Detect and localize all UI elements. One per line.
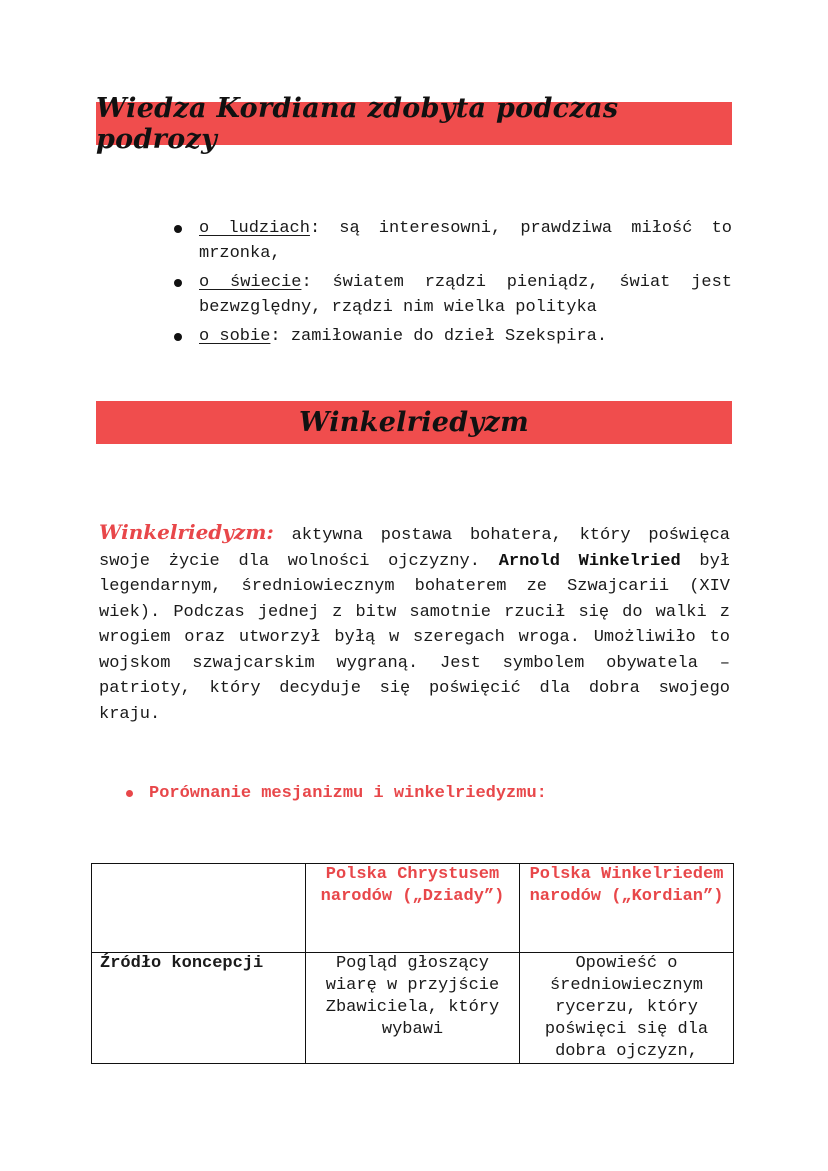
definition-name: Arnold Winkelried	[498, 551, 681, 571]
bullet-icon	[174, 333, 182, 341]
comparison-table	[91, 863, 734, 1064]
table-header-messianism: Polska Chrystusem narodów („Dziady”)	[306, 864, 520, 953]
definition-text-end: był legendarnym, średniowiecznym bohaterem ze Szwajcarii (XIV wiek). Podczas jednej z bitw samotnie rzucił się do walki z wrogiem oraz utworzył byłą w szeregach wroga. Umożliwiło to wojskom szwajcarskim wygraną. Jest symbolem obywatela – patrioty, który decyduje się poświęcić dla dobra swojego kraju.	[99, 551, 731, 724]
table-header-winkelriedism: Polska Winkelriedem narodów („Kordian”)	[520, 864, 734, 953]
table-row	[92, 953, 734, 1064]
list-item-term: o ludziach	[199, 219, 310, 238]
section-banner-knowledge	[96, 92, 732, 155]
table-header-row	[92, 864, 734, 953]
list-item	[168, 324, 732, 349]
comparison-heading-text: Porównanie mesjanizmu i winkelriedyzmu:	[149, 784, 547, 803]
bullet-icon	[174, 279, 182, 287]
list-item-text: : światem rządzi pieniądz, świat jest bezwzględny, rządzi nim wielka polityka	[199, 273, 732, 317]
knowledge-list	[168, 216, 732, 353]
list-item-term: o świecie	[199, 273, 302, 292]
list-item	[168, 270, 732, 320]
bullet-icon	[126, 790, 133, 797]
table-cell: Pogląd głoszący wiarę w przyjście Zbawiciela, który wybawi	[306, 953, 520, 1064]
table-row-label: Źródło koncepcji	[92, 953, 306, 1064]
section-banner-winkelriedyzm	[96, 401, 732, 444]
list-item	[168, 216, 732, 266]
list-item-text: : zamiłowanie do dzieł Szekspira.	[270, 327, 608, 346]
bullet-icon	[174, 225, 182, 233]
section-title: Wiedza Kordiana zdobyta podczas podrozy	[96, 92, 619, 155]
list-item-term: o sobie	[199, 327, 271, 346]
definition-paragraph	[99, 520, 730, 727]
section-title: Winkelriedyzm	[299, 407, 529, 438]
table-header-empty	[92, 864, 306, 953]
definition-text-start: aktywna postawa bohatera, który poświęca swoje życie dla wolności ojczyzny.	[99, 526, 730, 571]
comparison-heading	[126, 784, 547, 803]
table-cell: Opowieść o średniowiecznym rycerzu, który poświęci się dla dobra ojczyzn,	[520, 953, 734, 1064]
definition-term: Winkelriedyzm:	[99, 520, 274, 544]
list-item-text: : są interesowni, prawdziwa miłość to mrzonka,	[199, 219, 732, 263]
